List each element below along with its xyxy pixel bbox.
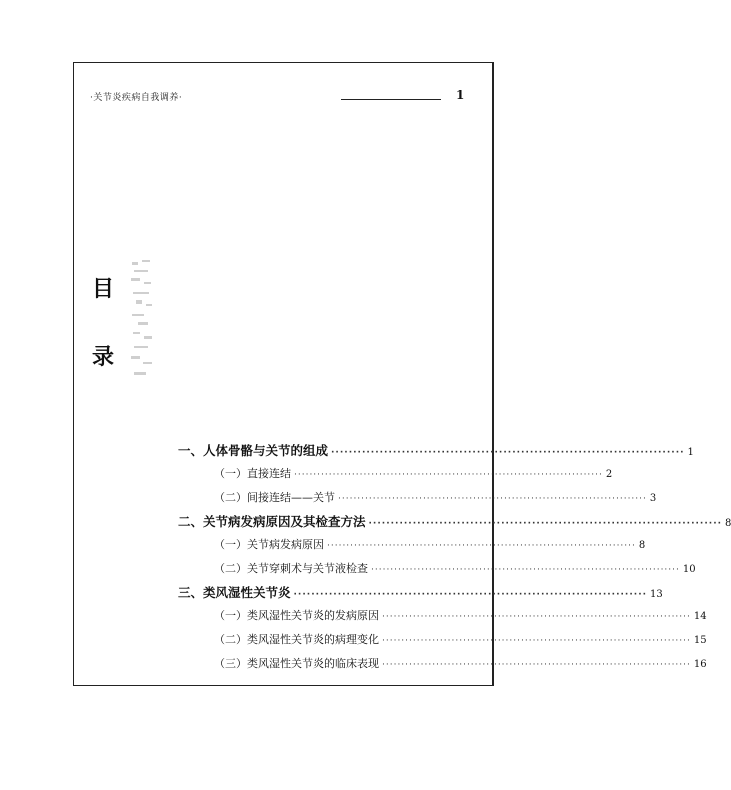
toc-dot-leader: ················································································ [382,612,691,622]
toc-entry-page: 16 [693,659,707,670]
toc-entry [214,465,613,481]
toc-entry-page: 15 [693,635,707,646]
toc-entry [214,655,707,671]
toc-entry [178,512,731,530]
toc-dot-leader: ················································································ [382,660,691,670]
toc-entry-label: （三）类风湿性关节炎的临床表现 [214,657,379,670]
toc-entry-label: （一）类风湿性关节炎的发病原因 [214,609,379,622]
toc-entry-page: 8 [638,540,646,551]
toc-entry-label: 二、关节病发病原因及其检查方法 [178,514,366,529]
toc-entry-label: （二）关节穿刺术与关节液检查 [214,562,368,575]
toc-dot-leader: ················································································ [338,494,647,504]
toc-dot-leader: ················································································ [382,636,691,646]
toc-entry-label: （一）直接连结 [214,467,291,480]
toc-entry [178,441,694,459]
toc-entry-page: 1 [687,447,694,458]
toc-entry [214,607,707,623]
toc-entry-label: 三、类风湿性关节炎 [178,585,291,600]
toc-entry [178,583,663,601]
toc-entry-page: 2 [605,469,613,480]
header-rule [341,99,441,100]
toc-entry-page: 8 [725,518,731,529]
toc-dot-leader: ················································································ [294,470,603,480]
toc-entry-page: 13 [650,589,663,600]
toc-entry [214,631,707,647]
toc-entry-page: 3 [649,493,657,504]
contents-title-char-2: 录 [92,345,115,370]
toc-entry-label: （一）关节病发病原因 [214,538,324,551]
toc-entry [214,536,646,552]
running-head: ·关节炎疾病自我调养· [90,93,183,103]
toc-dot-leader: ················································································ [331,448,685,458]
toc-dot-leader: ················································································ [371,565,680,575]
toc-dot-leader: ················································································ [293,590,648,600]
faded-watermark-graphic [128,258,158,388]
toc-entry-page: 10 [682,564,696,575]
toc-entry [214,560,696,576]
contents-title-char-1: 目 [92,277,115,302]
toc-dot-leader: ················································································ [368,519,723,529]
page-number: 1 [456,88,465,102]
toc-entry-page: 14 [693,611,707,622]
toc-entry-label: （二）间接连结——关节 [214,491,335,504]
toc-entry [214,489,657,505]
toc-entry-label: （二）类风湿性关节炎的病理变化 [214,633,379,646]
toc-entry-label: 一、人体骨骼与关节的组成 [178,443,329,458]
toc-dot-leader: ················································································ [327,541,636,551]
